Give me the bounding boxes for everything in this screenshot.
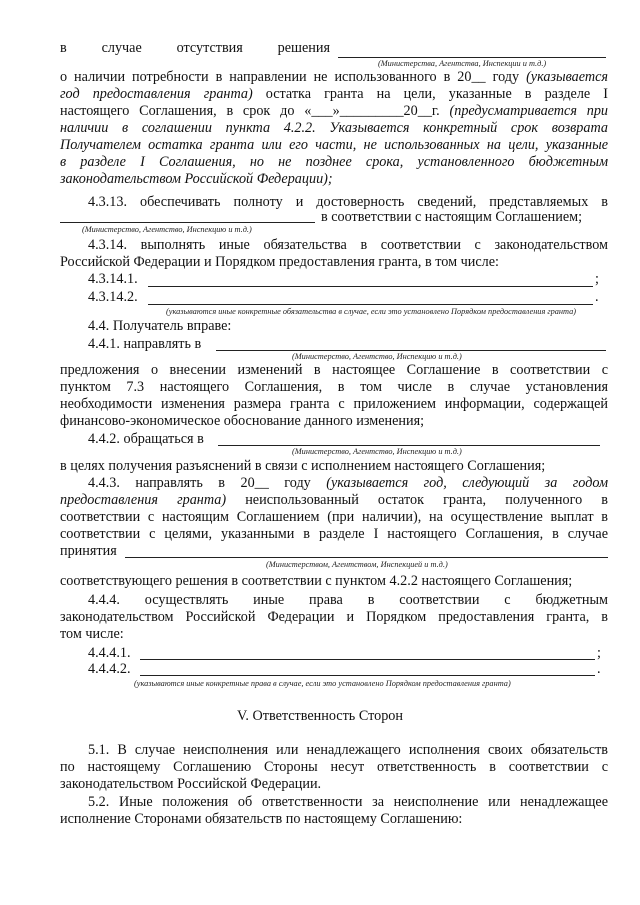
sub-item-end: ;	[597, 645, 601, 661]
top-word-4: решения	[277, 40, 330, 56]
para-line: законодательством Российской Федерации и Порядком предоставления гранта, в	[60, 609, 608, 625]
caption: (Министерством, Агентством, Инспекцией и т.д.)	[266, 560, 448, 569]
sub-item-end: .	[595, 289, 599, 305]
para-line: предложения о внесении изменений в настоящее Соглашение в соответствии с	[60, 362, 608, 378]
sub-item-label: 4.4.4.1.	[88, 645, 131, 661]
para-line: год предоставления гранта) остатка гранта на цели, указанные в разделе I	[60, 86, 609, 102]
blank-line	[218, 445, 600, 446]
sub-item-label: 4.3.14.1.	[88, 271, 138, 287]
top-line	[60, 40, 330, 57]
blank-line	[148, 304, 593, 305]
para-line: принятия	[60, 543, 117, 559]
top-word-2: случае	[101, 40, 142, 56]
top-caption: (Министерства, Агентства, Инспекции и т.д.)	[378, 59, 547, 68]
section-title: V. Ответственность Сторон	[237, 708, 403, 724]
para-line: предоставления гранта) неиспользованный остаток гранта, полученного в	[60, 492, 609, 508]
sub-item-label: 4.4.4.2.	[88, 661, 131, 677]
caption: (Министерство, Агентство, Инспекцию и т.д.)	[292, 352, 462, 361]
para-line: 5.1. В случае неисполнения или ненадлежащего исполнения своих обязательств	[88, 742, 608, 758]
para-line: в соответствии с настоящим Соглашением;	[321, 209, 583, 225]
top-word-1: в	[60, 40, 67, 56]
caption: (Министерство, Агентство, Инспекцию и т.д.)	[82, 225, 252, 234]
caption: (указываются иные конкретные обязательства в случае, если это установлено Порядком предоставления гранта)	[166, 307, 577, 316]
para-line: соответствии с целями, указанными в разделе I настоящего Соглашения, в случае	[60, 526, 608, 542]
blank-line	[140, 659, 595, 660]
para-line: 4.4.3. направлять в 20__ году (указывается год, следующий за годом	[88, 475, 609, 491]
sub-item-end: ;	[595, 271, 599, 287]
caption: (указываются иные конкретные права в случае, если это установлено Порядком предоставления гранта)	[134, 679, 511, 688]
blank-line	[125, 557, 608, 558]
para-line: соответствующего решения в соответствии с пунктом 4.2.2 настоящего Соглашения;	[60, 573, 573, 589]
para-line: 4.3.14. выполнять иные обязательства в соответствии с законодательством	[88, 237, 608, 253]
para-line: 4.4.2. обращаться в	[88, 431, 204, 447]
para-line: исполнение Сторонами обязательств по настоящему Соглашению:	[60, 811, 463, 827]
para-line: соответствии с настоящим Соглашением (при наличии), на осуществление выплат в	[60, 509, 608, 525]
para-line: настоящего Соглашения, в срок до «___»_________20__г. (предусматривается при	[60, 103, 609, 119]
para-line: Получателем остатка гранта или его части, не использованных на цели, указанные	[60, 137, 608, 153]
para-line: 4.4.4. осуществлять иные права в соответствии с бюджетным	[88, 592, 608, 608]
blank-line	[140, 675, 595, 676]
para-line: наличии в соглашении пункта 4.2.2. Указывается конкретный срок возврата	[60, 120, 608, 136]
blank-line	[216, 350, 606, 351]
para-line: законодательством Российской Федерации);	[60, 171, 333, 187]
para-line: пунктом 7.3 настоящего Соглашения, в том числе в случае установления	[60, 379, 608, 395]
para-line: том числе:	[60, 626, 124, 642]
caption: (Министерство, Агентство, Инспекцию и т.д.)	[292, 447, 462, 456]
para-line: законодательством Российской Федерации.	[60, 776, 322, 792]
para-line: о наличии потребности в направлении не использованного в 20__ году (указывается	[60, 69, 609, 85]
para-line: 5.2. Иные положения об ответственности за неисполнение или ненадлежащее	[88, 794, 608, 810]
para-line: финансово-экономическое обоснование данного изменения;	[60, 413, 425, 429]
blank-line	[60, 222, 315, 223]
sub-item-label: 4.3.14.2.	[88, 289, 138, 305]
top-word-3: отсутствия	[176, 40, 243, 56]
blank-line	[148, 286, 593, 287]
para-line: в разделе I Соглашения, но не позднее срока, установленного бюджетным	[60, 154, 608, 170]
top-blank-line	[338, 57, 606, 58]
para-line: 4.4. Получатель вправе:	[88, 318, 232, 334]
sub-item-end: .	[597, 661, 601, 677]
para-line: Российской Федерации и Порядком предоставления гранта, в том числе:	[60, 254, 499, 270]
para-line: в целях получения разъяснений в связи с исполнением настоящего Соглашения;	[60, 458, 546, 474]
para-line: 4.3.13. обеспечивать полноту и достоверность сведений, представляемых в	[88, 194, 608, 210]
para-line: по настоящему Соглашению Стороны несут ответственность в соответствии с	[60, 759, 608, 775]
para-line: необходимости изменения размера гранта с приложением информации, содержащей	[60, 396, 608, 412]
para-line: 4.4.1. направлять в	[88, 336, 202, 352]
